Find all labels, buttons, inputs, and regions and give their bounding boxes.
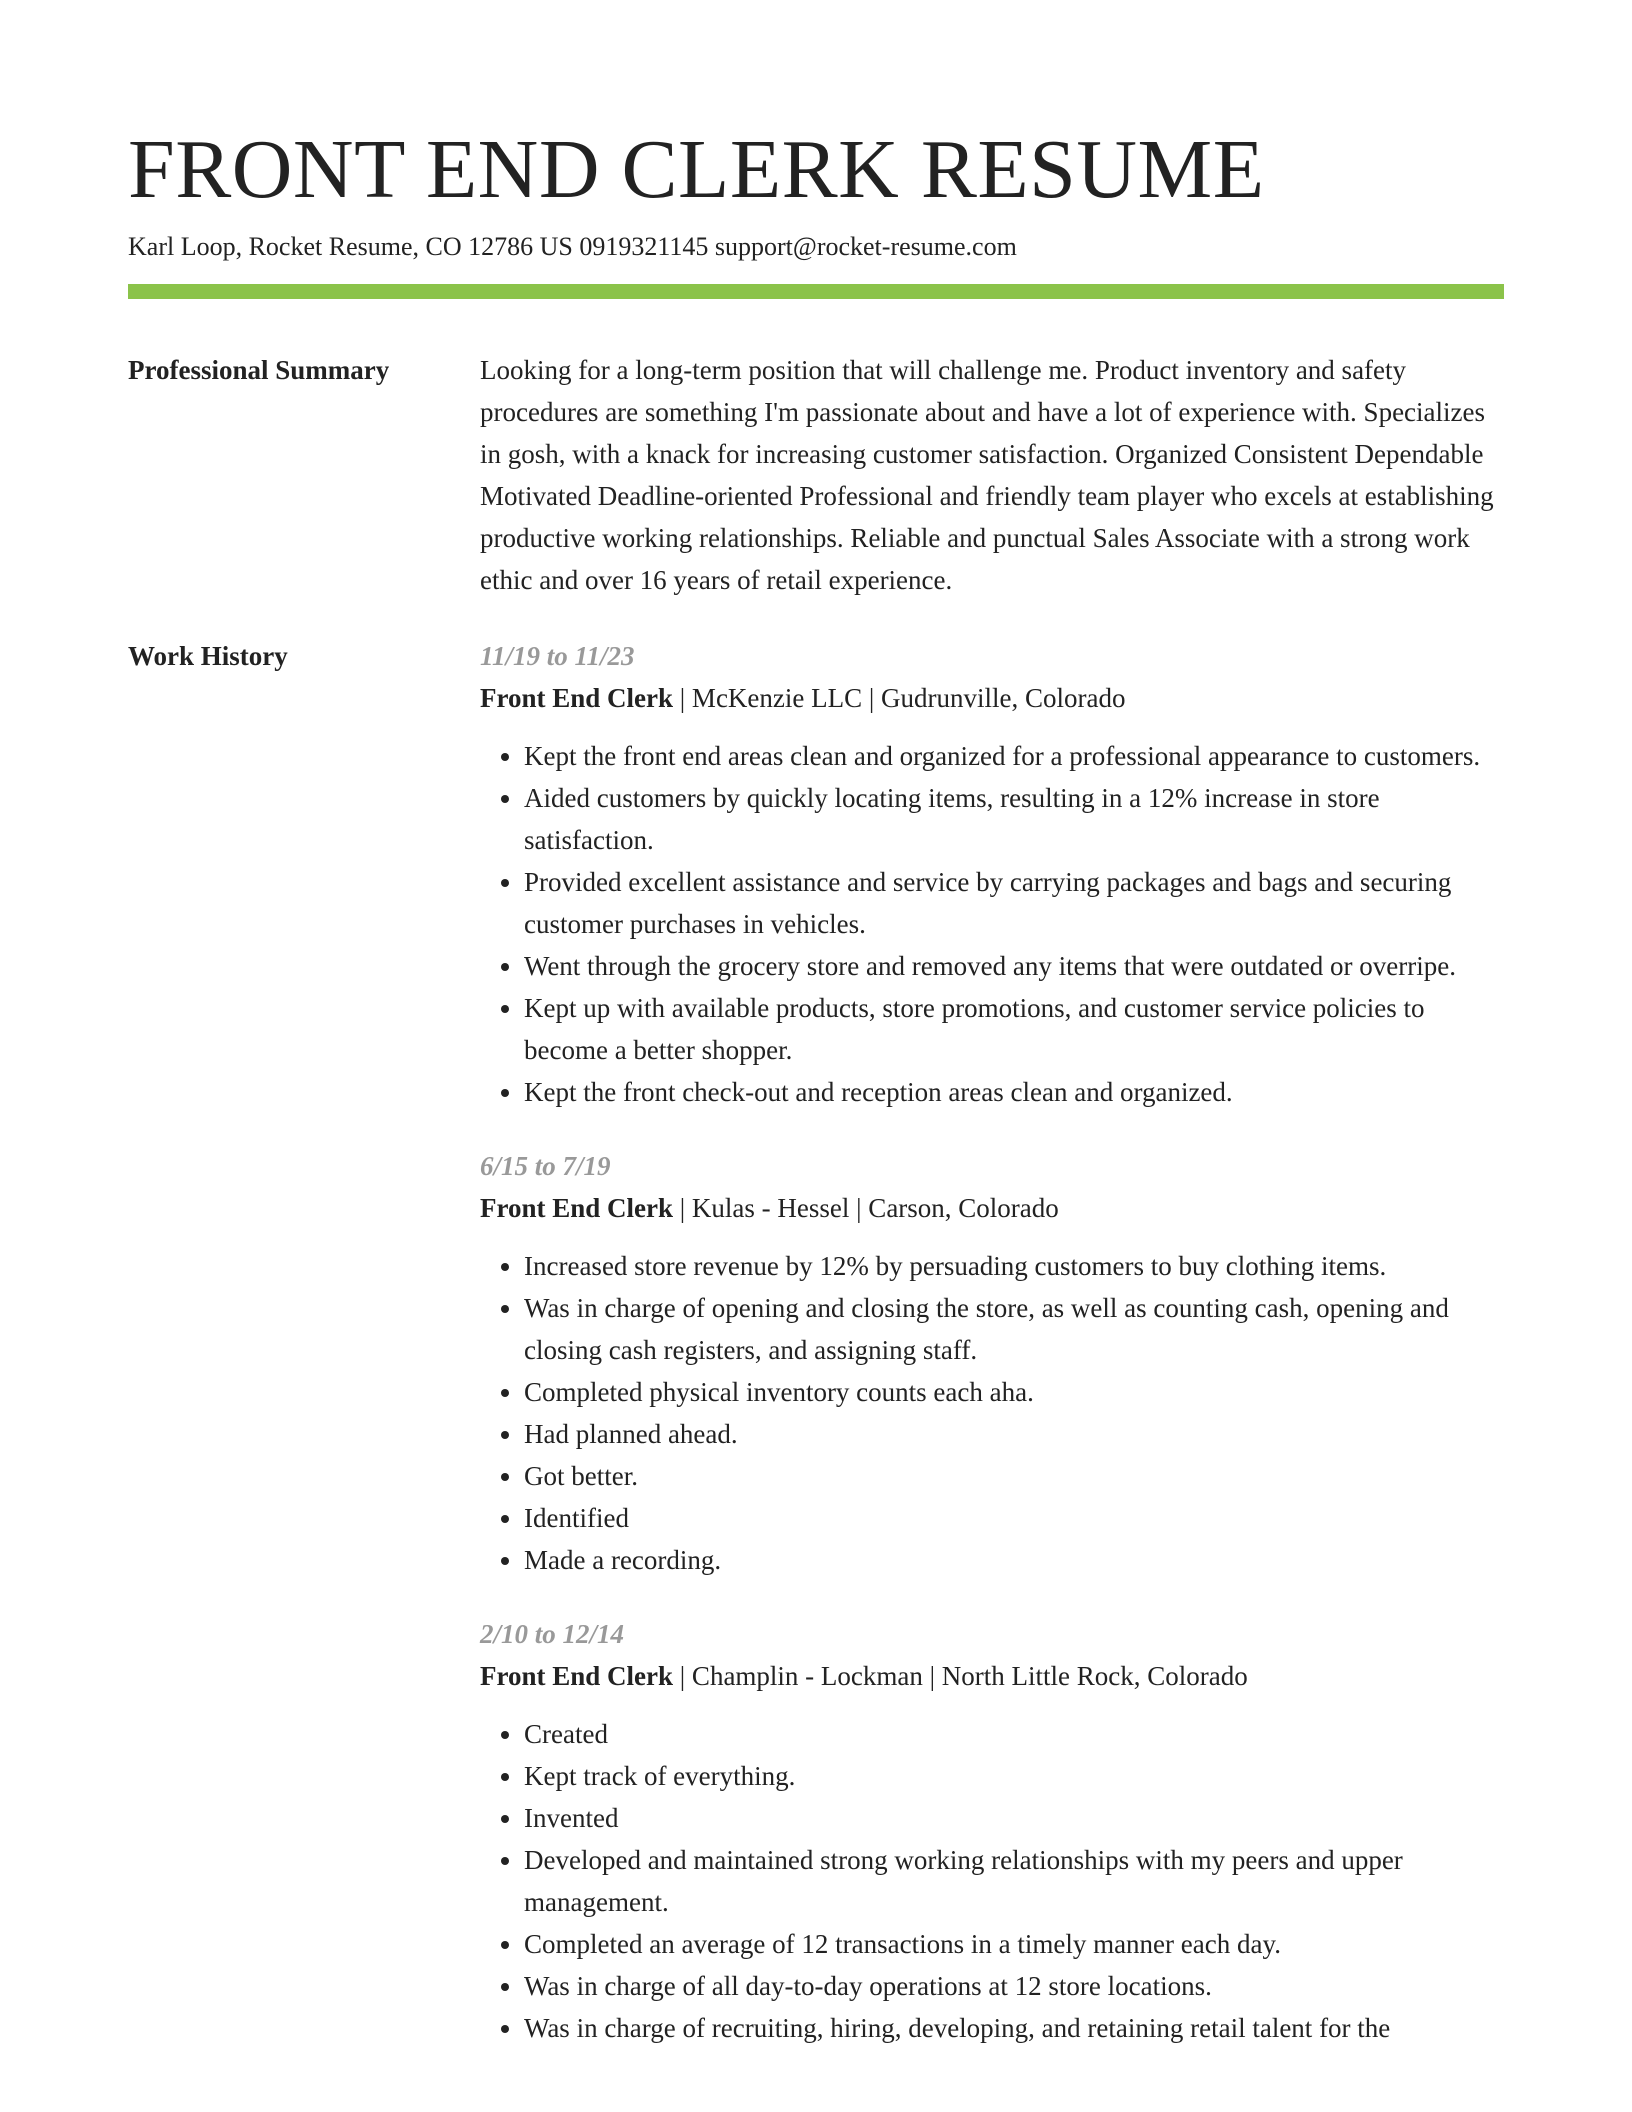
job-bullet: • Went through the grocery store and removed any items that were outdated or overripe.	[524, 945, 1504, 987]
section-label-work-history: Work History	[128, 641, 288, 671]
job-employer-location: | Champlin - Lockman | North Little Rock, Colorado	[673, 1661, 1248, 1691]
job-bullet: • Had planned ahead.	[524, 1413, 1504, 1455]
job-heading	[480, 677, 1504, 719]
accent-divider	[128, 284, 1504, 299]
job-bullet: • Kept track of everything.	[524, 1755, 1504, 1797]
resume-title: FRONT END CLERK RESUME	[128, 123, 1265, 216]
job-bullet-list	[480, 1713, 1504, 2049]
job-title: Front End Clerk	[480, 1661, 674, 1691]
work-history-section	[128, 635, 1504, 2049]
job-bullet: • Kept the front end areas clean and organized for a professional appearance to customers.	[524, 735, 1504, 777]
job-bullet: • Got better.	[524, 1455, 1504, 1497]
job-bullet: • Provided excellent assistance and service by carrying packages and bags and securing customer purchases in vehicles.	[524, 861, 1504, 945]
resume-page	[128, 120, 1504, 2049]
job-bullet: • Aided customers by quickly locating items, resulting in a 12% increase in store satisfaction.	[524, 777, 1504, 861]
contact-line: Karl Loop, Rocket Resume, CO 12786 US 0919321145 support@rocket-resume.com	[128, 232, 1017, 261]
job-heading	[480, 1655, 1504, 1697]
job-bullet: • Completed physical inventory counts each aha.	[524, 1371, 1504, 1413]
job-bullet: • Kept up with available products, store promotions, and customer service policies to become a better shopper.	[524, 987, 1504, 1071]
job-bullet: • Invented	[524, 1797, 1504, 1839]
job-bullet: • Was in charge of recruiting, hiring, developing, and retaining retail talent for the	[524, 2007, 1504, 2049]
job-bullet: • Made a recording.	[524, 1539, 1504, 1581]
job-dates: 2/10 to 12/14	[480, 1619, 625, 1649]
job-bullet-list	[480, 735, 1504, 1113]
job-bullet: • Kept the front check-out and reception areas clean and organized.	[524, 1071, 1504, 1113]
job-employer-location: | Kulas - Hessel | Carson, Colorado	[673, 1193, 1059, 1223]
job-bullet: • Was in charge of opening and closing the store, as well as counting cash, opening and closing cash registers, and assigning staff.	[524, 1287, 1504, 1371]
work-history-list	[480, 635, 1504, 2049]
job-entry	[480, 1613, 1504, 2049]
job-entry	[480, 1145, 1504, 1581]
section-label-summary: Professional Summary	[128, 355, 390, 385]
job-bullet: • Increased store revenue by 12% by persuading customers to buy clothing items.	[524, 1245, 1504, 1287]
job-bullet-list	[480, 1245, 1504, 1581]
job-title: Front End Clerk	[480, 683, 674, 713]
job-title: Front End Clerk	[480, 1193, 674, 1223]
job-bullet: • Created	[524, 1713, 1504, 1755]
job-bullet: • Identified	[524, 1497, 1504, 1539]
professional-summary-section	[128, 349, 1504, 601]
job-entry	[480, 635, 1504, 1113]
job-bullet: • Completed an average of 12 transactions in a timely manner each day.	[524, 1923, 1504, 1965]
job-bullet: • Was in charge of all day-to-day operations at 12 store locations.	[524, 1965, 1504, 2007]
job-dates: 6/15 to 7/19	[480, 1151, 611, 1181]
job-bullet: • Developed and maintained strong working relationships with my peers and upper management.	[524, 1839, 1504, 1923]
job-heading	[480, 1187, 1504, 1229]
job-employer-location: | McKenzie LLC | Gudrunville, Colorado	[673, 683, 1126, 713]
summary-text: Looking for a long-term position that will challenge me. Product inventory and safety procedures are something I'm passionate about and have a lot of experience with. Specializes in gosh, with a knack for increasing customer satisfaction. Organized Consistent Dependable Motivated Deadline-oriented Professional and friendly team player who excels at establishing productive working relationships. Reliable and punctual Sales Associate with a strong work ethic and over 16 years of retail experience.	[480, 355, 1494, 595]
job-dates: 11/19 to 11/23	[480, 641, 635, 671]
